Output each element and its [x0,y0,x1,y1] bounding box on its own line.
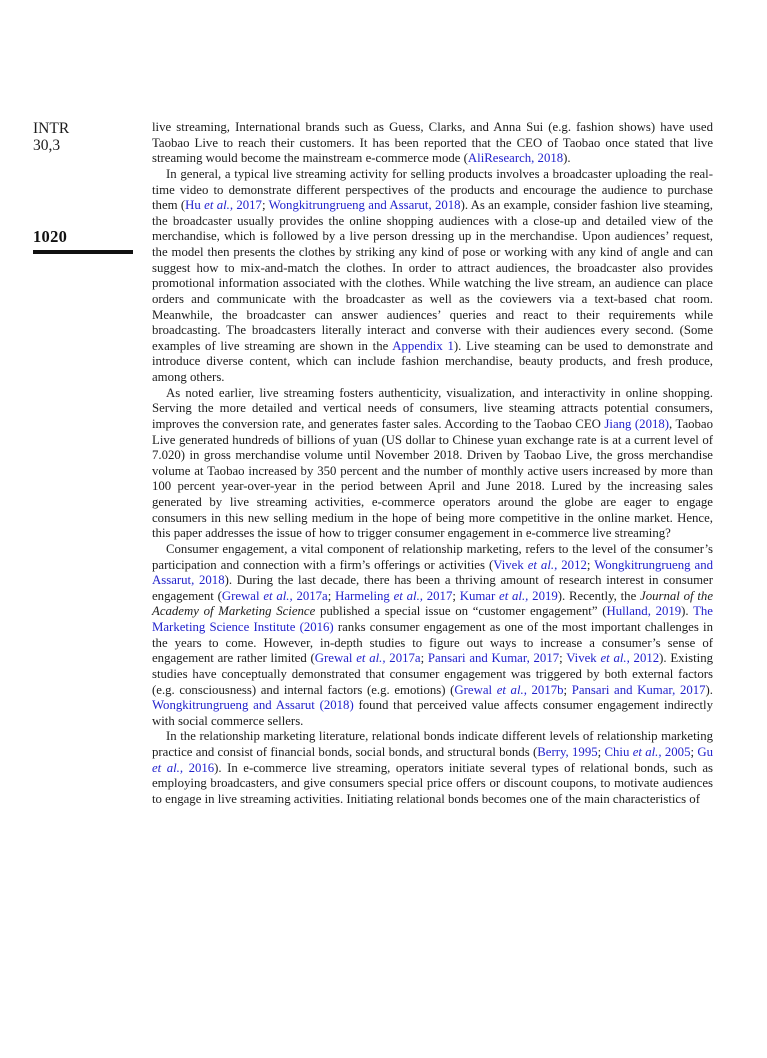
body-text: ). During the last decade, there has been a thriving amount of research interest in consumer engagement ( [152,573,713,603]
citation-link[interactable]: Wongkitrungrueng and Assarut, 2018 [152,557,713,588]
citation-link[interactable]: Chiu [604,745,633,759]
page-number-rule [33,250,133,254]
citation-link[interactable]: 2017a [385,651,421,666]
citation-link[interactable]: 2019 [528,588,558,603]
paragraph [152,167,713,386]
citation-link[interactable]: 2005 [661,745,691,759]
citation-link[interactable]: Vivek [493,557,528,572]
body-text: ; [420,651,428,666]
citation-link[interactable]: Pansari and Kumar, 2017 [427,651,560,666]
page-number: 1020 [33,227,68,246]
body-text: ranks consumer engagement as one of the most important challenges in the years to come. However, in-depth studies to figure out ways to increase a consumer’s sense of engagement are rather limited ( [152,620,713,666]
journal-code: INTR [33,120,70,137]
body-text: ; [559,651,567,666]
citation-link[interactable]: 2017a [292,588,328,603]
citation-link[interactable]: et al., [152,760,184,775]
citation-link[interactable]: Berry, 1995 [537,745,598,759]
citation-link[interactable]: Wongkitrungrueng and Assarut (2018) [152,698,354,713]
paragraph [152,542,713,730]
citation-link[interactable]: Grewal [221,588,264,603]
paragraph [152,386,713,542]
citation-link[interactable]: Wongkitrungrueng and Assarut, 2018 [268,198,461,213]
body-text: published a special issue on “customer engagement” ( [315,604,607,619]
citation-link[interactable]: et al., [527,557,558,572]
body-text: In general, a typical live streaming activity for selling products involves a broadcaster uploading the real-time video to demonstrate different perspectives of the products and encourage the audience to purchase them ( [152,166,713,213]
body-text: ). Existing studies have conceptually demonstrated that consumer engagement was triggered by both external factors (e.g. consciousness) and internal factors (e.g. emotions) ( [152,651,714,697]
body-text: ; [327,588,336,603]
body-text: ). Recently, the [557,588,641,603]
citation-link[interactable]: et al., [204,198,234,213]
body-text: ). [705,682,714,697]
citation-link[interactable]: et al., [499,588,529,603]
citation-link[interactable]: Pansari and Kumar, 2017 [571,682,706,697]
citation-link[interactable]: et al., [393,588,423,603]
citation-link[interactable]: et al., [263,588,293,603]
citation-link[interactable]: Hu [185,198,205,213]
body-text: ). In e-commerce live streaming, operators initiate several types of relational bonds, such as employing broadcasters, and give consumers special price offers or discount coupons, to motivate audiences to engage in live streaming activities. Initiating relational bonds becomes one of the main characteristics of [152,760,713,806]
citation-link[interactable]: AliResearch, 2018 [467,151,564,166]
body-text: found that perceived value affects consumer engagement indirectly with social commerce sellers. [152,698,714,728]
paragraph [152,729,713,807]
body-text: live streaming, International brands such as Guess, Clarks, and Anna Sui (e.g. fashion shows) have used Taobao Live to reach their customers. It has been reported that the CEO of Taobao once stated that live streaming would become the mainstream e-commerce mode ( [152,120,713,166]
body-text: ). As an example, consider fashion live steaming, the broadcaster usually provides the online shopping audiences with a close-up and detailed view of the merchandise, which is followed by a live person dressing up in the merchandise. Upon audiences’ request, the model then presents the clothes by striking any kind of pose or working with any kind of angle and can suggest how to mix-and-match the clothes. In order to attract audiences, the broadcaster also provides promotional information associated with the clothes. While watching the live stream, an audience can place orders and communicate with the broadcaster as well as the coviewers via a text-based chat room. Meanwhile, the broadcaster can answer audiences’ queries and react to their requirements while broadcasting. The broadcasters literally interact and converse with their audiences every second. (Some examples of live streaming are shown in the [152,198,714,353]
body-text: ; [261,198,269,213]
citation-link[interactable]: The Marketing Science Institute (2016) [152,604,713,634]
citation-link[interactable]: et al., [600,651,630,666]
citation-link[interactable]: 2016 [183,760,215,775]
citation-link[interactable]: Gu [697,745,713,759]
citation-link[interactable]: Vivek [566,651,601,666]
citation-link[interactable]: Grewal [314,651,357,666]
body-text: ; [597,745,605,759]
journal-issue: 30,3 [33,136,61,154]
body-text: Consumer engagement, a vital component of relationship marketing, refers to the level of the consumer’s participation and connection with a firm’s offerings or activities ( [152,541,713,572]
italic-text: Journal of the Academy of Marketing Science [152,588,713,619]
citation-link[interactable]: Harmeling [335,588,394,603]
body-text: ). [681,604,694,619]
body-text: As noted earlier, live streaming fosters authenticity, visualization, and interactivity in online shopping. Serving the more detailed and vertical needs of consumers, live steaming attracts potential consumers, improves the conversion rate, and generates faster sales. According to the Taobao CEO [152,385,713,431]
body-text: ; [452,588,460,603]
article-body [152,120,713,808]
body-text: ; [563,682,572,697]
journal-header [33,121,69,154]
citation-link[interactable]: Jiang (2018) [604,416,670,431]
paragraph [152,120,713,167]
citation-link[interactable]: 2017 [422,588,453,603]
body-text: , Taobao Live generated hundreds of billions of yuan (US dollar to Chinese yuan exchange rate is at a current level of 7.020) in gross merchandise volume until November 2018. Driven by Taobao Live, the gross merchandise volume at Taobao increased by 350 percent and the number of monthly active users increased by more than 100 percent year-over-year in the period between April and June 2018. Lured by the increasing sales generated by live streaming activities, e-commerce operators around the globe are eager to engage consumers in this new selling medium in the hope of being more competitive in the online market. Hence, this paper addresses the issue of how to trigger consumer engagement in e-commerce live streaming? [152,416,714,541]
citation-link[interactable]: 2012 [629,651,660,666]
body-text: In the relationship marketing literature, relational bonds indicate different levels of relationship marketing practice and consist of financial bonds, social bonds, and structural bonds ( [152,729,713,759]
citation-link[interactable]: et al., [632,745,662,759]
citation-link[interactable]: Appendix 1 [392,338,454,353]
citation-link[interactable]: et al., [496,682,527,697]
citation-link[interactable]: Hulland, 2019 [606,604,682,619]
citation-link[interactable]: Kumar [459,588,500,603]
citation-link[interactable]: Grewal [454,682,497,697]
body-text: ). Live steaming can be used to demonstrate and introduce diverse content, which can include fashion merchandise, beauty products, and fresh produce, among others. [152,338,713,384]
citation-link[interactable]: 2012 [557,557,587,572]
body-text: ). [563,151,571,166]
citation-link[interactable]: 2017 [233,198,262,213]
body-text: ; [586,557,595,572]
citation-link[interactable]: 2017b [526,682,564,697]
citation-link[interactable]: et al., [356,651,386,666]
body-text: ; [690,745,698,759]
